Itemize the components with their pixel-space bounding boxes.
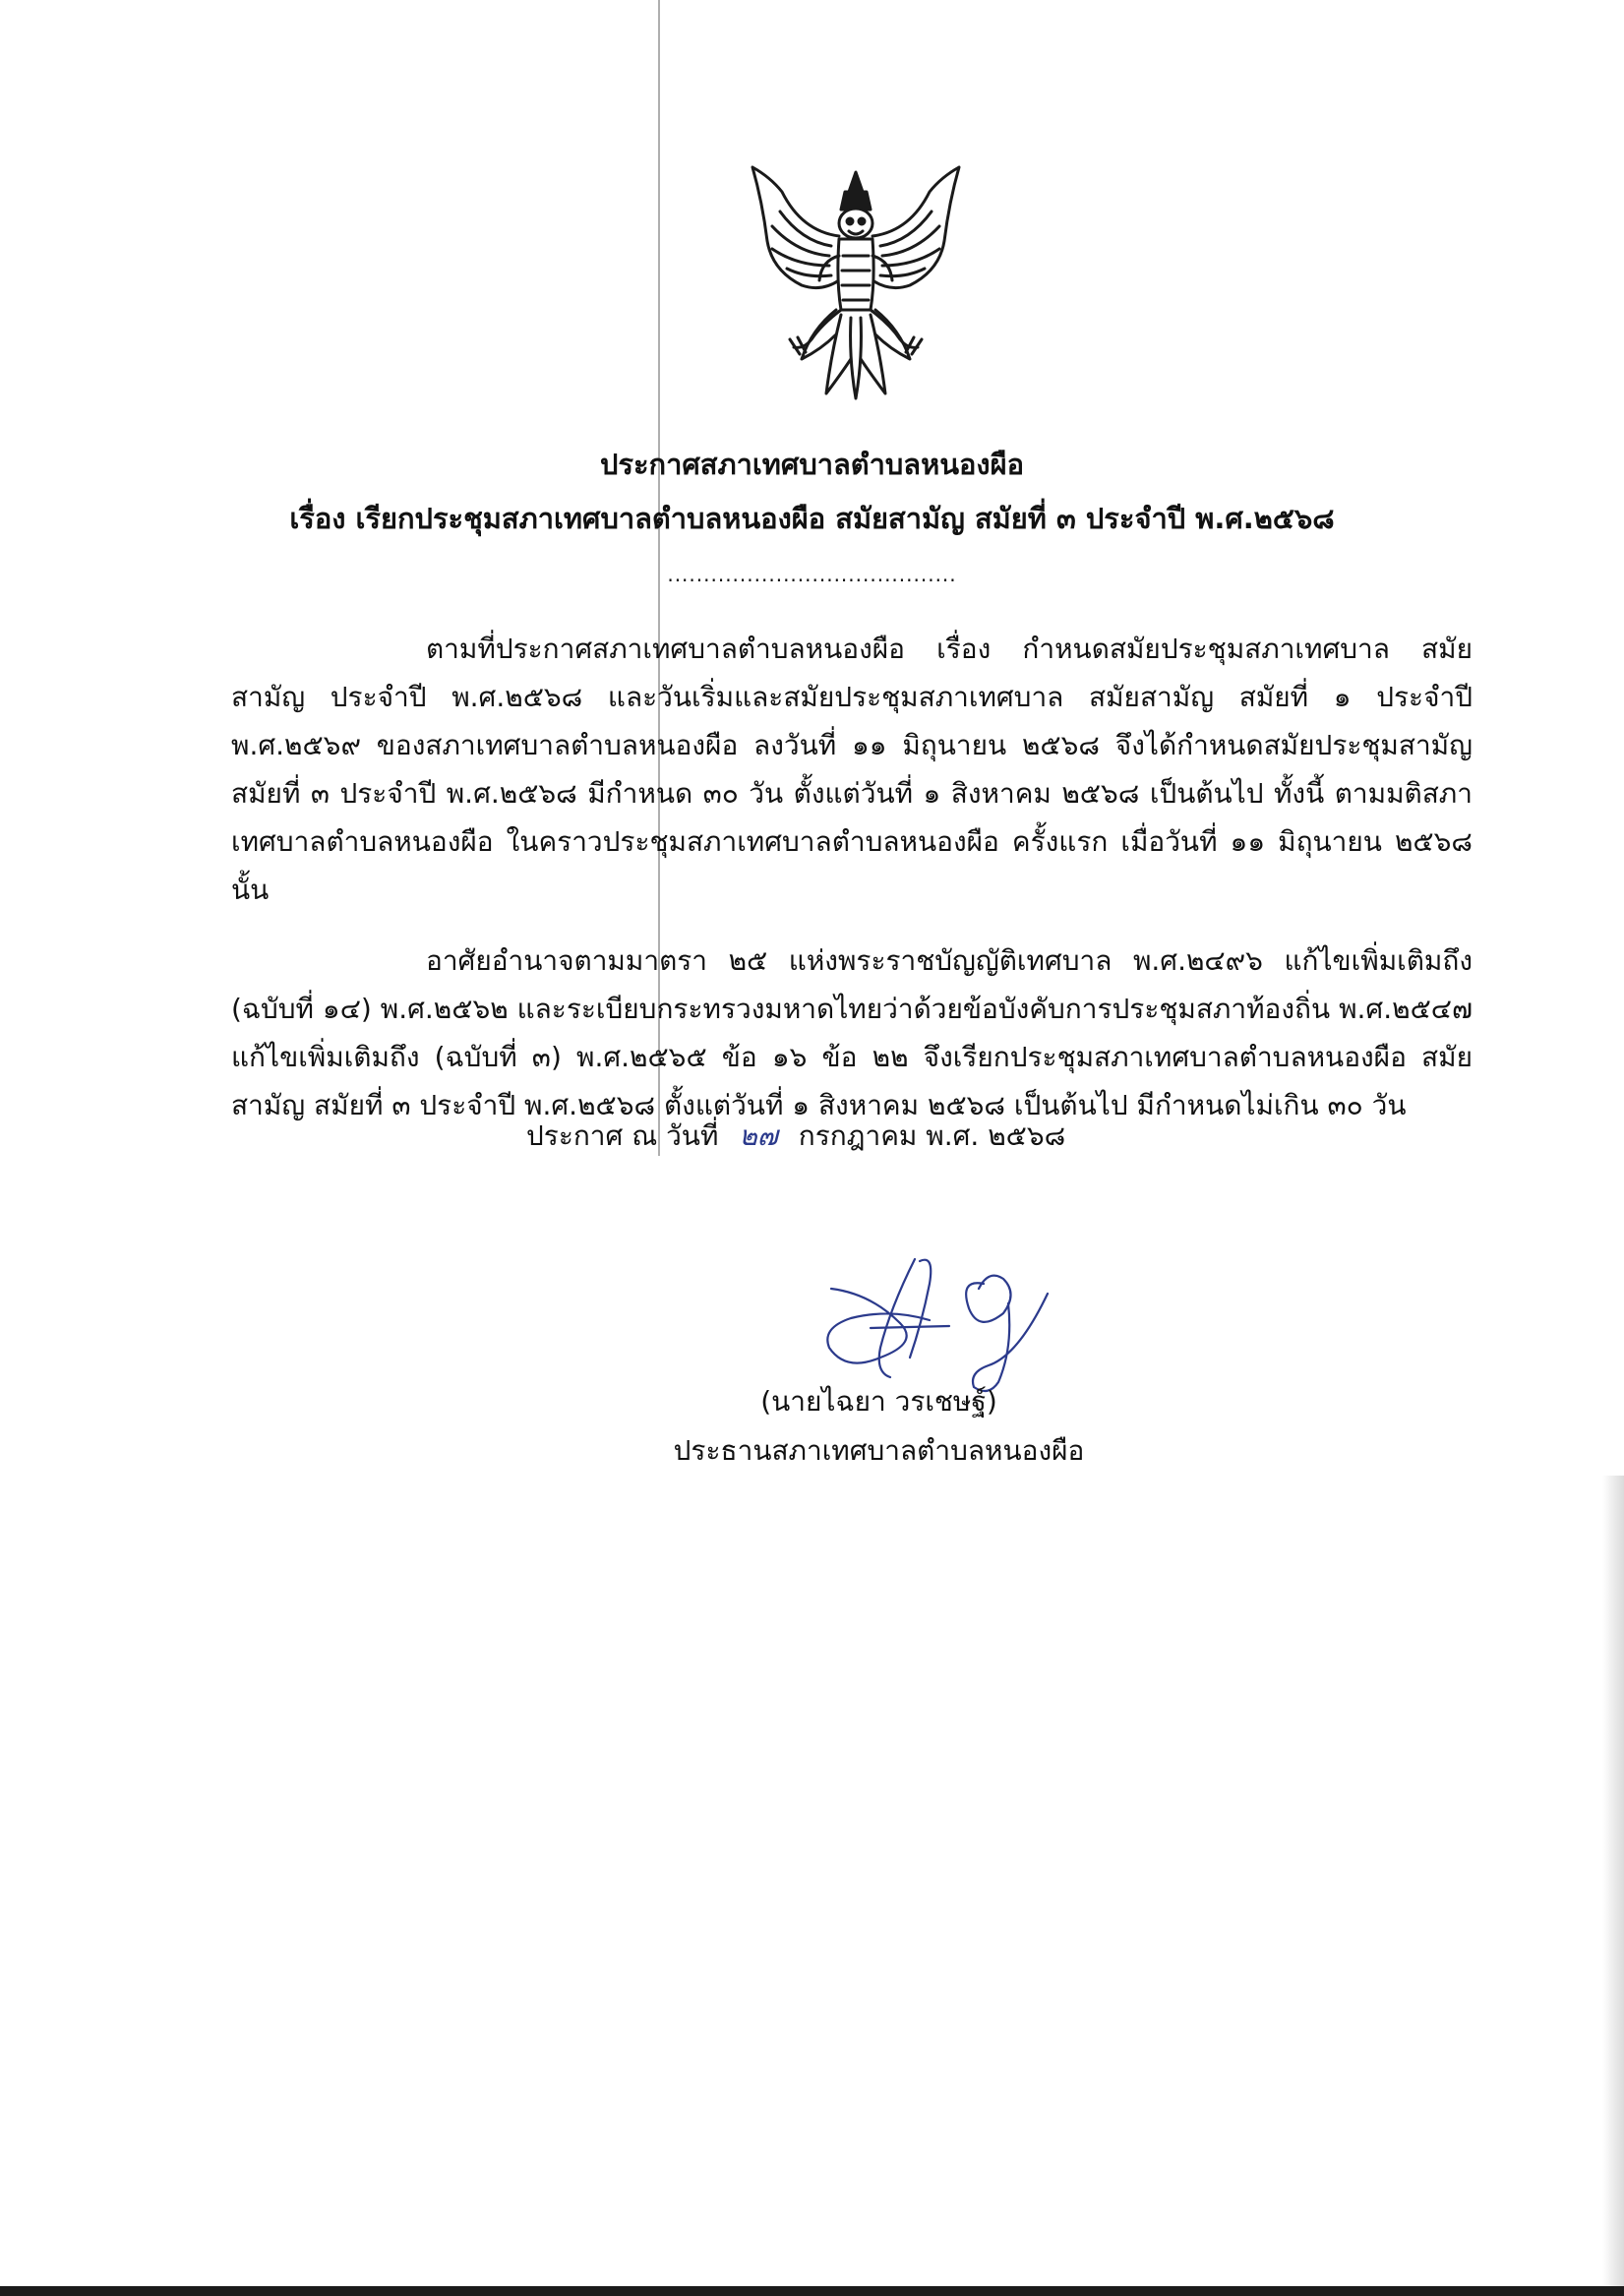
date-day-handwritten: ๒๗ bbox=[739, 1119, 778, 1152]
announcement-subject: เรื่อง เรียกประชุมสภาเทศบาลตำบลหนองผือ สมัยสามัญ สมัยที่ ๓ ประจำปี พ.ศ.๒๕๖๘ bbox=[289, 502, 1335, 535]
scan-bottom-edge bbox=[0, 2286, 1624, 2296]
scan-edge-shadow bbox=[1602, 1476, 1624, 2296]
signatory-position: ประธานสภาเทศบาลตำบลหนองผือ bbox=[673, 1434, 1085, 1467]
announcement-body bbox=[231, 625, 1473, 1152]
body-paragraph-1: ตามที่ประกาศสภาเทศบาลตำบลหนองผือ เรื่อง กำหนดสมัยประชุมสภาเทศบาล สมัยสามัญ ประจำปี พ.ศ.๒๕๖๘ และวันเริ่มและสมัยประชุมสภาเทศบาล สมัยสามัญ สมัยที่ ๑ ประจำปี พ.ศ.๒๕๖๙ ของสภาเทศบาลตำบลหนองผือ ลงวันที่ ๑๑ มิถุนายน ๒๕๖๘ จึงได้กำหนดสมัยประชุมสามัญ สมัยที่ ๓ ประจำปี พ.ศ.๒๕๖๘ มีกำหนด ๓๐ วัน ตั้งแต่วันที่ ๑ สิงหาคม ๒๕๖๘ เป็นต้นไป ทั้งนี้ ตามมติสภาเทศบาลตำบลหนองผือ ในคราวประชุมสภาเทศบาลตำบลหนองผือ ครั้งแรก เมื่อวันที่ ๑๑ มิถุนายน ๒๕๖๘ นั้น bbox=[231, 633, 1473, 906]
title-separator: ........................................ bbox=[667, 563, 957, 586]
date-prefix: ประกาศ ณ วันที่ bbox=[526, 1119, 719, 1152]
garuda-emblem-icon bbox=[743, 162, 969, 403]
date-month-year: กรกฎาคม พ.ศ. ๒๕๖๘ bbox=[798, 1119, 1066, 1152]
signatory-name: (นายไฉยา วรเชษฐ์) bbox=[760, 1385, 997, 1418]
handwritten-signature bbox=[812, 1249, 1107, 1397]
body-paragraph-2: อาศัยอำนาจตามมาตรา ๒๕ แห่งพระราชบัญญัติเทศบาล พ.ศ.๒๔๙๖ แก้ไขเพิ่มเติมถึง (ฉบับที่ ๑๔) พ.ศ.๒๕๖๒ และระเบียบกระทรวงมหาดไทยว่าด้วยข้อบังคับการประชุมสภาท้องถิ่น พ.ศ.๒๕๔๗ แก้ไขเพิ่มเติมถึง (ฉบับที่ ๓) พ.ศ.๒๕๖๕ ข้อ ๑๖ ข้อ ๒๒ จึงเรียกประชุมสภาเทศบาลตำบลหนองผือ สมัยสามัญ สมัยที่ ๓ ประจำปี พ.ศ.๒๕๖๘ ตั้งแต่วันที่ ๑ สิงหาคม ๒๕๖๘ เป็นต้นไป มีกำหนดไม่เกิน ๓๐ วัน bbox=[231, 944, 1473, 1121]
announcement-title: ประกาศสภาเทศบาลตำบลหนองผือ bbox=[599, 448, 1025, 481]
announcement-date bbox=[526, 1117, 1065, 1156]
